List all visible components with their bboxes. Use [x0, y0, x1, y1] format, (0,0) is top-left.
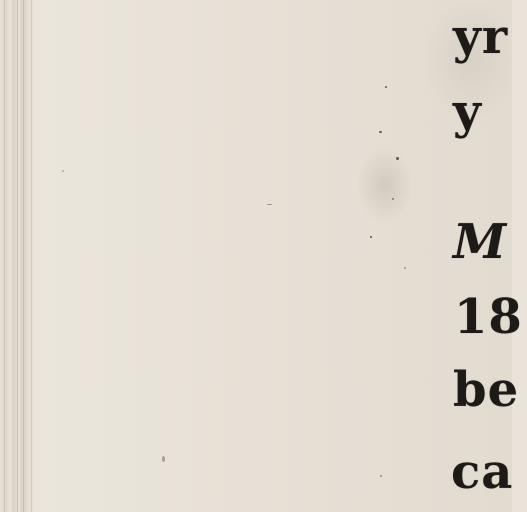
gutter-fold-line — [4, 0, 5, 512]
gutter-fold-line — [31, 0, 32, 512]
book-gutter — [0, 0, 34, 512]
paper-speck — [62, 170, 64, 172]
gutter-fold-line — [23, 0, 24, 512]
text-line-fragment: yr — [453, 9, 509, 65]
text-column-edge — [447, 0, 527, 512]
paper-speck — [267, 204, 272, 205]
text-line-fragment: M — [453, 214, 508, 270]
paper-speck — [392, 198, 394, 200]
paper-speck — [385, 86, 387, 88]
text-line-fragment: ca — [451, 444, 514, 500]
text-line-fragment: 18 — [454, 289, 523, 345]
text-line-fragment: y — [453, 84, 482, 140]
paper-speck — [404, 267, 406, 269]
text-line-fragment: be — [453, 362, 520, 418]
paper-speck — [162, 456, 165, 462]
gutter-fold-line — [17, 0, 18, 512]
paper-speck — [370, 236, 372, 238]
paper-speck — [396, 157, 399, 160]
paper-speck — [379, 131, 382, 133]
paper-speck — [380, 475, 382, 477]
